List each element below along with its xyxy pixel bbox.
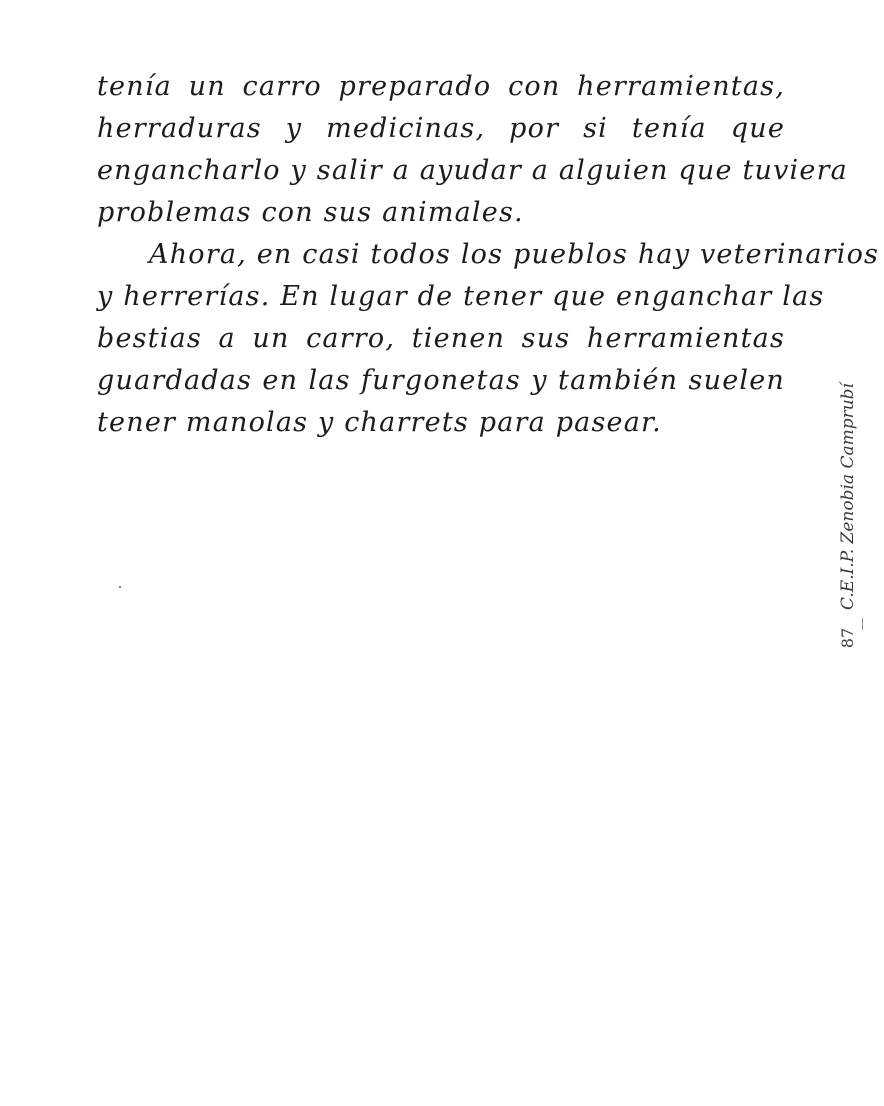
school-name: C.E.I.P. Zenobia Camprubí bbox=[838, 383, 858, 610]
text-line: herraduras y medicinas, por si tenía que bbox=[97, 113, 785, 144]
text-line: problemas con sus animales. bbox=[97, 197, 524, 228]
body-text bbox=[97, 66, 880, 444]
text-line: tenía un carro preparado con herramientas, bbox=[97, 71, 785, 102]
text-line: y herrerías. En lugar de tener que enganchar las bbox=[97, 281, 825, 312]
margin-label bbox=[828, 383, 868, 680]
text-line: guardadas en las furgonetas y también suelen bbox=[97, 365, 785, 396]
page-number: 87 bbox=[838, 627, 857, 649]
text-line: bestias a un carro, tienen sus herramientas bbox=[97, 323, 785, 354]
text-line: Ahora, en casi todos los pueblos hay veterinarios bbox=[149, 239, 880, 270]
text-line: tener manolas y charrets para pasear. bbox=[97, 407, 662, 438]
text-line: engancharlo y salir a ayudar a alguien que tuviera bbox=[97, 155, 848, 186]
scan-speck bbox=[119, 586, 121, 588]
